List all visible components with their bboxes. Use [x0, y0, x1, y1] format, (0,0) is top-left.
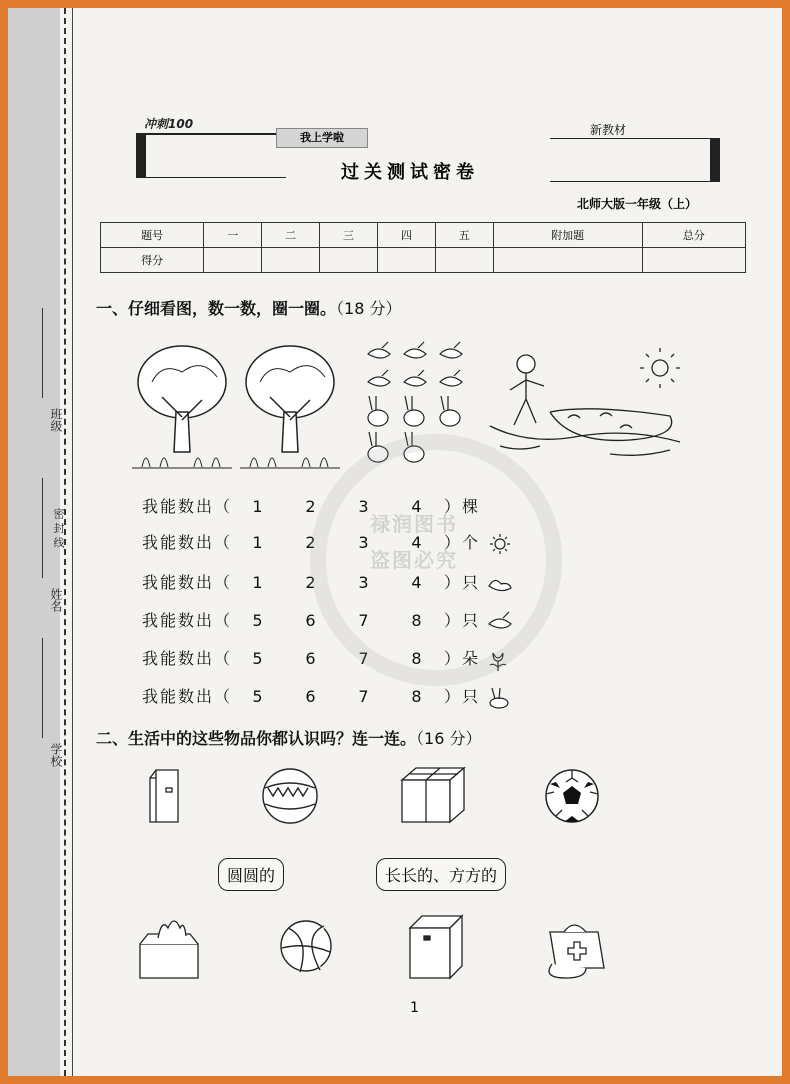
count-row-suffix: ）个: [444, 533, 481, 552]
count-row-rabbits: [142, 684, 511, 709]
exam-page: [80, 8, 782, 1076]
count-option[interactable]: 2: [305, 533, 318, 552]
milk-carton-icon[interactable]: [146, 768, 182, 824]
count-option[interactable]: 5: [252, 611, 265, 630]
count-option[interactable]: 5: [252, 687, 265, 706]
count-row-prefix: 我能数出（: [142, 687, 233, 706]
cube-box-icon[interactable]: [406, 914, 464, 980]
score-cell: 总分: [642, 223, 745, 248]
class-label: 班级: [49, 408, 63, 432]
score-input-cell[interactable]: [642, 248, 745, 273]
count-option[interactable]: 1: [252, 497, 265, 516]
score-table-score-row: [101, 248, 746, 273]
score-input-cell[interactable]: [493, 248, 642, 273]
count-option[interactable]: 7: [358, 649, 371, 668]
score-cell: 得分: [101, 248, 204, 273]
score-cell: 四: [377, 223, 435, 248]
question-2-text: 二、生活中的这些物品你都认识吗？连一连。: [96, 729, 417, 748]
count-option[interactable]: 5: [252, 649, 265, 668]
gift-box-icon[interactable]: [400, 766, 466, 824]
count-row-prefix: 我能数出（: [142, 497, 233, 516]
score-input-cell[interactable]: [204, 248, 262, 273]
count-option[interactable]: 3: [358, 573, 371, 592]
decorated-ball-icon[interactable]: [260, 766, 320, 826]
count-row-suffix: ）只: [444, 573, 481, 592]
count-option[interactable]: 2: [305, 573, 318, 592]
page-number: 1: [410, 1000, 419, 1016]
rabbit-icon: [487, 687, 511, 709]
score-cell: 附加题: [493, 223, 642, 248]
count-row-prefix: 我能数出（: [142, 649, 233, 668]
new-edition-label: 新教材: [590, 123, 627, 137]
score-cell: 二: [262, 223, 320, 248]
tree-icon: [132, 342, 232, 472]
count-option[interactable]: 7: [358, 687, 371, 706]
score-input-cell[interactable]: [320, 248, 378, 273]
tree-icon: [240, 342, 340, 472]
count-option[interactable]: 6: [305, 687, 318, 706]
score-input-cell[interactable]: [262, 248, 320, 273]
count-option[interactable]: 8: [411, 649, 424, 668]
count-option[interactable]: 6: [305, 611, 318, 630]
count-option[interactable]: 1: [252, 573, 265, 592]
count-option[interactable]: 8: [411, 611, 424, 630]
count-option[interactable]: 8: [411, 687, 424, 706]
count-option[interactable]: 3: [358, 533, 371, 552]
question-2-points: （16 分）: [416, 729, 482, 748]
class-blank: [42, 308, 43, 398]
header-right-bracket: [550, 138, 720, 182]
name-label: 姓名: [49, 588, 63, 612]
school-blank: [42, 638, 43, 738]
name-blank: [42, 478, 43, 578]
score-cell: 一: [204, 223, 262, 248]
page-title: 过关测试密卷: [341, 162, 479, 183]
count-option[interactable]: 3: [358, 497, 371, 516]
paper-sheet: [8, 8, 782, 1076]
school-label: 学校: [49, 743, 63, 767]
count-row-suffix: ）朵: [444, 649, 481, 668]
count-row-suffix: ）只: [444, 611, 481, 630]
header-left-bracket: [136, 133, 286, 178]
watermark-line-1: 禄润图书: [370, 512, 458, 536]
header-ribbon: 我上学啦: [276, 128, 368, 148]
score-input-cell[interactable]: [377, 248, 435, 273]
count-option[interactable]: 4: [411, 533, 424, 552]
count-option[interactable]: 2: [305, 497, 318, 516]
score-table: [100, 222, 746, 273]
count-option[interactable]: 6: [305, 649, 318, 668]
watermark-line-2: 盗图必究: [370, 548, 458, 572]
score-input-cell[interactable]: [435, 248, 493, 273]
question-2-title: [96, 726, 481, 749]
boy-pond-illustration: [490, 346, 680, 464]
seal-line-label: 密 封 线: [52, 508, 65, 548]
question-1-title: [96, 296, 401, 319]
score-cell: 五: [435, 223, 493, 248]
score-cell: 三: [320, 223, 378, 248]
edition-label: 北师大版一年级（上）: [577, 197, 698, 211]
count-option[interactable]: 7: [358, 611, 371, 630]
count-option[interactable]: 4: [411, 573, 424, 592]
count-row-prefix: 我能数出（: [142, 533, 233, 552]
series-logo: 冲刺100: [144, 117, 194, 131]
first-aid-kit-icon[interactable]: [540, 918, 610, 980]
count-row-prefix: 我能数出（: [142, 573, 233, 592]
soccer-ball-icon[interactable]: [544, 768, 600, 824]
volleyball-icon[interactable]: [278, 918, 334, 974]
question-1-points: （18 分）: [336, 299, 402, 318]
tissue-box-icon[interactable]: [136, 914, 202, 980]
score-table-header-row: [101, 223, 746, 248]
label-round[interactable]: 圆圆的: [218, 858, 284, 891]
count-row-suffix: ）棵: [444, 497, 481, 516]
count-option[interactable]: 4: [411, 497, 424, 516]
score-cell: 题号: [101, 223, 204, 248]
count-option[interactable]: 1: [252, 533, 265, 552]
count-row-suffix: ）只: [444, 687, 481, 706]
label-long-square[interactable]: 长长的、方方的: [376, 858, 506, 891]
seal-solid-line: [72, 8, 73, 1076]
question-1-text: 一、仔细看图，数一数，圈一圈。: [96, 299, 337, 318]
count-row-prefix: 我能数出（: [142, 611, 233, 630]
